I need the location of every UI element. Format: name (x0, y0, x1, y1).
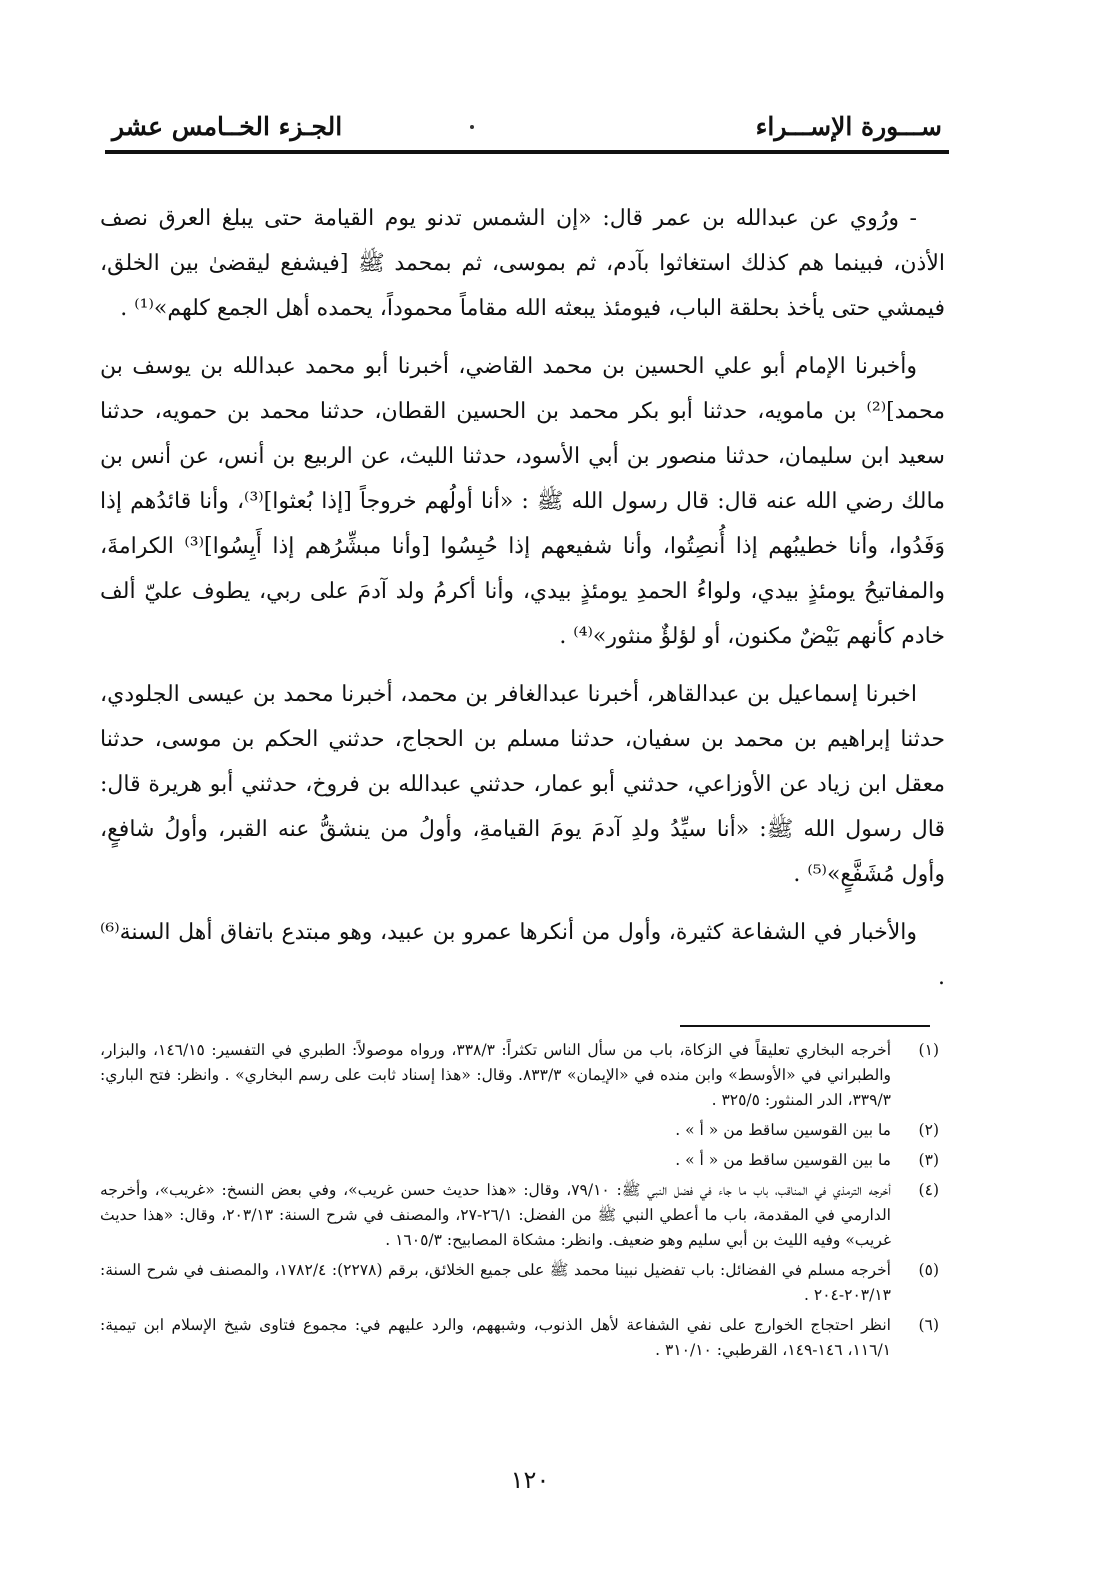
footnote-rule (680, 1025, 930, 1027)
footnotes (100, 1038, 945, 1368)
footnote-text: أخرجه الترمذي في المناقب، باب ما جاء في فضل النبي ﷺ: ٧٩/١٠، وقال: «هذا حديث حسن غريب»، وفي بعض النسخ: «غريب»، وأخرجه الدارمي في المقدمة، باب ما أعطي النبي ﷺ من الفضل: ٢٦/١-٢٧، والمصنف في شرح السنة: ٢٠٣/١٣، وقال: «هذا حديث غريب» وفيه الليث بن أبي سليم وهو ضعيف. وانظر: مشكاة المصابيح: ١٦٠٥/٣ . (100, 1181, 891, 1249)
footnote-number: (٤) (918, 1181, 939, 1199)
page-number: ١٢٠ (510, 1466, 550, 1494)
footnote-number: (١) (918, 1041, 939, 1059)
running-header (112, 106, 942, 146)
footnote (100, 1118, 945, 1143)
paragraph: والأخبار في الشفاعة كثيرة، وأول من أنكرها عمرو بن عبيد، وهو مبتدع باتفاق أهل السنة⁽⁶⁾ . (100, 920, 945, 990)
footnote (100, 1148, 945, 1173)
footnote (100, 1038, 945, 1113)
main-text (100, 196, 945, 1000)
footnote (100, 1258, 945, 1308)
footnote-text: انظر احتجاج الخوارج على نفي الشفاعة لأهل الذنوب، وشبههم، والرد عليهم في: مجموع فتاوى شيخ الإسلام ابن تيمية: ١١٦/١، ١٤٦-١٤٩، القرطبي: ٣١٠/١٠ . (100, 1316, 891, 1359)
surah-title: ســـورة الإســـراء (755, 111, 942, 141)
paragraph: اخبرنا إسماعيل بن عبدالقاهر، أخبرنا عبدالغافر بن محمد، أخبرنا محمد بن عيسى الجلودي، حدثنا إبراهيم بن محمد بن سفيان، حدثنا مسلم بن الحجاج، حدثني الحكم بن موسى، حدثنا معقل ابن زياد عن الأوزاعي، حدثني أبو عمار، حدثني عبدالله بن فروخ، حدثني أبو هريرة قال: قال رسول الله ﷺ: «أنا سيِّدُ ولدِ آدمَ يومَ القيامةِ، وأولُ من ينشقُّ عنه القبر، وأولُ شافعٍ، وأول مُشَفَّعٍ»⁽⁵⁾ . (100, 682, 945, 887)
paragraph: - ورُوي عن عبدالله بن عمر قال: «إن الشمس تدنو يوم القيامة حتى يبلغ العرق نصف الأذن، فبينما هم كذلك استغاثوا بآدم، ثم بموسى، ثم بمحمد ﷺ [فيشفع ليقضىٰ بين الخلق، فيمشي حتى يأخذ بحلقة الباب، فيومئذ يبعثه الله مقاماً محموداً، يحمده أهل الجمع كلهم»⁽¹⁾ . (100, 206, 945, 321)
footnote (100, 1178, 945, 1253)
footnote-number: (٣) (918, 1151, 939, 1169)
header-rule (105, 150, 949, 154)
paragraph: وأخبرنا الإمام أبو علي الحسين بن محمد القاضي، أخبرنا أبو محمد عبدالله بن يوسف بن محمد]⁽²⁾ بن مامويه، حدثنا أبو بكر محمد بن الحسين القطان، حدثنا محمد بن حمويه، حدثنا سعيد ابن سليمان، حدثنا منصور بن أبي الأسود، حدثنا الليث، عن الربيع بن أنس، عن أنس بن مالك رضي الله عنه قال: قال رسول الله ﷺ : «أنا أولُهم خروجاً [إذا بُعثوا]⁽³⁾، وأنا قائدُهم إذا وَفَدُوا، وأنا خطيبُهم إذا أُنصِتُوا، وأنا شفيعهم إذا حُبِسُوا [وأنا مبشِّرُهم إذا أَيِسُوا]⁽³⁾ الكرامةَ، والمفاتيحُ يومئذٍ بيدي، ولواءُ الحمدِ يومئذٍ بيدي، وأنا أكرمُ ولد آدمَ على ربي، يطوف عليّ ألف خادم كأنهم بَيْضٌ مكنون، أو لؤلؤٌ منثور»⁽⁴⁾ . (100, 354, 945, 649)
footnote-number: (٥) (918, 1261, 939, 1279)
footnote-text: ما بين القوسين ساقط من « أ » . (675, 1151, 891, 1169)
header-dot (470, 125, 474, 129)
footnote-number: (٢) (918, 1121, 939, 1139)
part-title: الجـزء الخــامس عشر (112, 111, 343, 141)
footnote-text: ما بين القوسين ساقط من « أ » . (675, 1121, 891, 1139)
footnote-number: (٦) (918, 1316, 939, 1334)
footnote (100, 1313, 945, 1363)
footnote-text: أخرجه مسلم في الفضائل: باب تفضيل نبينا محمد ﷺ على جميع الخلائق، برقم (٢٢٧٨): ١٧٨٢/٤، والمصنف في شرح السنة: ٢٠٣/١٣-٢٠٤ . (100, 1261, 891, 1304)
footnote-text: أخرجه البخاري تعليقاً في الزكاة، باب من سأل الناس تكثراً: ٣٣٨/٣، ورواه موصولاً: الطبري في التفسير: ١٤٦/١٥، والبزار، والطبراني في «الأوسط» وابن منده في «الإيمان» ٨٣٣/٣. وقال: «هذا إسناد ثابت على رسم البخاري» . وانظر: فتح الباري: ٣٣٩/٣، الدر المنثور: ٣٢٥/٥ . (100, 1041, 892, 1109)
